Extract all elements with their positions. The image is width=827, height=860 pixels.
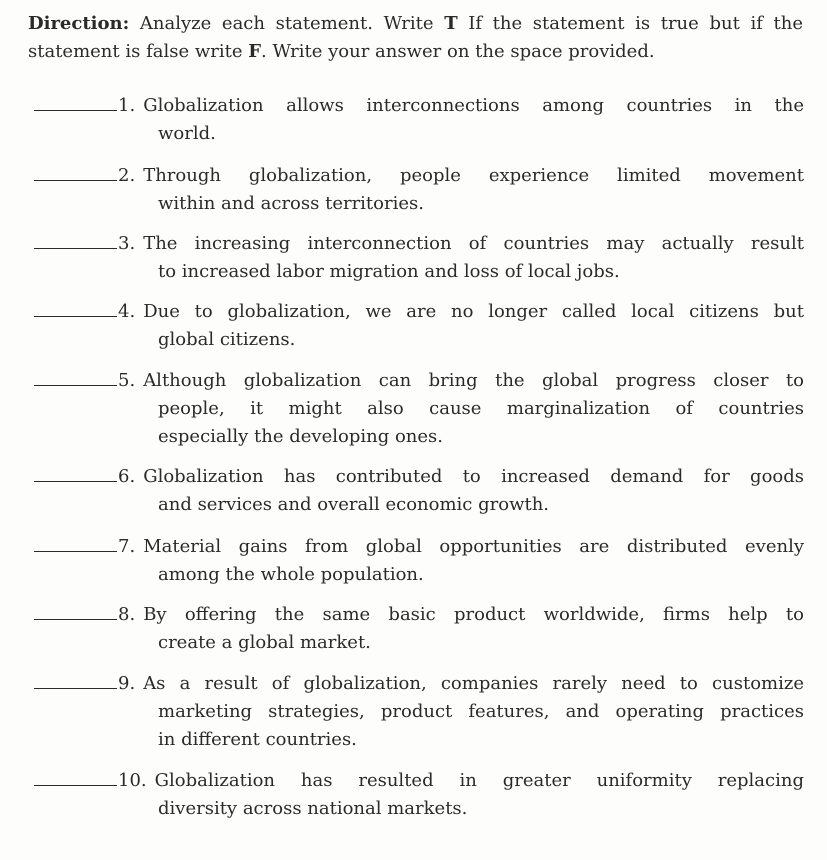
statement-continuation: marketing strategies, product features, and operating practices [158, 701, 804, 722]
statement-first-line [34, 298, 804, 326]
answer-blank[interactable] [34, 367, 117, 386]
statement-first-line [34, 601, 804, 629]
statement-number: 7. [118, 536, 136, 557]
statement-continuation: create a global market. [158, 632, 371, 653]
statement-first-line [34, 463, 804, 491]
answer-blank[interactable] [34, 670, 117, 689]
statement-continuation: global citizens. [158, 329, 296, 350]
statement-number: 5. [118, 370, 136, 391]
answer-blank[interactable] [34, 230, 117, 249]
statement-item [34, 463, 804, 519]
statement-first-line [34, 92, 804, 120]
direction-part-2: If the statement is true but if the statement is false write [28, 13, 803, 62]
statement-number: 3. [118, 233, 136, 254]
statement-item [34, 230, 804, 286]
statement-item [34, 533, 804, 589]
statement-text: Material gains from global opportunities are distributed evenly [143, 536, 804, 557]
statement-continuation: within and across territories. [158, 193, 424, 214]
statement-number: 1. [118, 95, 136, 116]
false-letter: F [248, 41, 261, 62]
statement-item [34, 298, 804, 354]
statement-text: Globalization has contributed to increased demand for goods [143, 466, 804, 487]
statement-number: 9. [118, 673, 136, 694]
answer-blank[interactable] [34, 162, 117, 181]
direction-text [28, 10, 803, 66]
statement-first-line [34, 670, 804, 698]
statement-number: 2. [118, 165, 136, 186]
statement-continuation: people, it might also cause marginalization of countries [158, 398, 804, 419]
answer-blank[interactable] [34, 298, 117, 317]
statement-continuation: to increased labor migration and loss of local jobs. [158, 261, 620, 282]
answer-blank[interactable] [34, 92, 117, 111]
statement-continuation: world. [158, 123, 216, 144]
statement-continuation: diversity across national markets. [158, 798, 468, 819]
direction-part-1: Analyze each statement. Write [129, 13, 445, 34]
statement-item [34, 367, 804, 451]
statement-text: Globalization has resulted in greater uniformity replacing [154, 770, 804, 791]
answer-blank[interactable] [34, 463, 117, 482]
statement-first-line [34, 767, 804, 795]
statement-item [34, 92, 804, 148]
statement-item [34, 601, 804, 657]
statement-item [34, 767, 804, 823]
direction-part-3: . Write your answer on the space provided. [261, 41, 655, 62]
statement-number: 8. [118, 604, 136, 625]
statement-number: 10. [118, 770, 147, 791]
statement-item [34, 670, 804, 754]
answer-blank[interactable] [34, 767, 117, 786]
statement-first-line [34, 367, 804, 395]
statement-first-line [34, 162, 804, 190]
true-letter: T [444, 13, 458, 34]
statement-number: 4. [118, 301, 136, 322]
statement-text: The increasing interconnection of countries may actually result [143, 233, 804, 254]
answer-blank[interactable] [34, 533, 117, 552]
statement-text: As a result of globalization, companies rarely need to customize [143, 673, 804, 694]
statement-continuation: especially the developing ones. [158, 426, 443, 447]
statement-continuation: in different countries. [158, 729, 357, 750]
direction-label: Direction: [28, 13, 130, 34]
answer-blank[interactable] [34, 601, 117, 620]
statement-text: Through globalization, people experience limited movement [143, 165, 804, 186]
statement-text: Due to globalization, we are no longer called local citizens but [143, 301, 804, 322]
statement-continuation: and services and overall economic growth. [158, 494, 550, 515]
statement-number: 6. [118, 466, 136, 487]
statement-item [34, 162, 804, 218]
statement-text: By offering the same basic product worldwide, firms help to [143, 604, 804, 625]
statement-text: Globalization allows interconnections among countries in the [143, 95, 804, 116]
statement-first-line [34, 533, 804, 561]
statement-first-line [34, 230, 804, 258]
statement-text: Although globalization can bring the global progress closer to [143, 370, 804, 391]
statement-continuation: among the whole population. [158, 564, 424, 585]
